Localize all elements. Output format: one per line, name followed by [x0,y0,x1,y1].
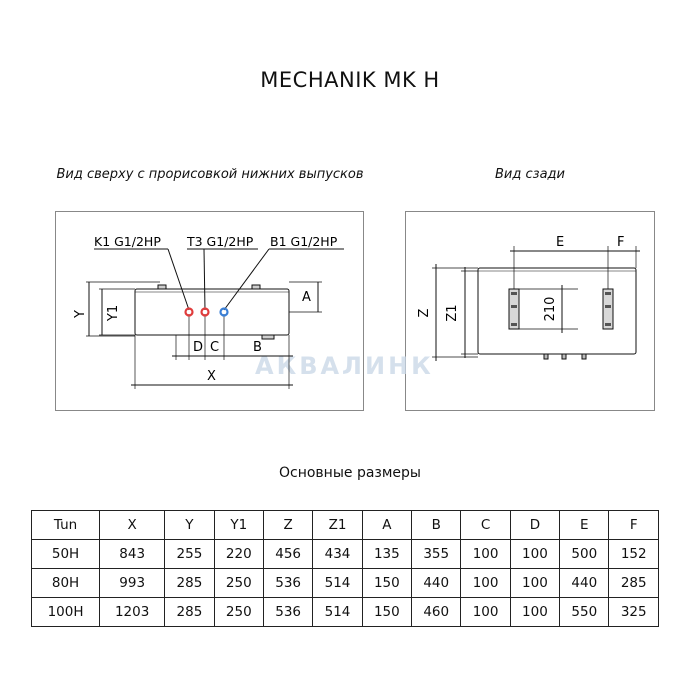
b1-outlet-icon [221,309,228,316]
table-header-cell: X [100,511,165,540]
table-cell: 355 [412,540,461,569]
table-cell: 80H [32,569,100,598]
table-cell: 100 [461,569,510,598]
table-cell: 100 [461,598,510,627]
table-header-cell: D [510,511,559,540]
y-label: Y [73,310,88,318]
top-view-caption: Вид сверху с прорисовкой нижних выпусков [56,167,364,182]
top-view-drawing [86,249,344,389]
table-cell: 536 [263,598,312,627]
table-header-cell: Z [263,511,312,540]
z-label: Z [417,308,432,318]
rear-pipe [544,354,548,359]
table-cell: 514 [313,598,362,627]
table-cell: 536 [263,569,312,598]
table-header-row [32,511,659,540]
a-label: A [302,290,311,305]
table-cell: 100H [32,598,100,627]
table-cell: 150 [362,598,411,627]
table-row [32,540,659,569]
x-label: X [207,369,216,384]
t3-outlet-icon [202,309,209,316]
b-label: B [253,340,262,355]
table-cell: 514 [313,569,362,598]
c-label: C [210,340,220,355]
table-header-cell: Y [165,511,214,540]
z1-label: Z1 [445,304,460,322]
tank-top-bump [158,285,166,289]
t3-leader-line [204,249,205,310]
table-header-cell: Tun [32,511,100,540]
k1-leader-line [168,249,189,310]
table-cell: 460 [412,598,461,627]
table-cell: 100 [510,569,559,598]
table-cell: 993 [100,569,165,598]
table-header-cell: B [412,511,461,540]
table-cell: 434 [313,540,362,569]
table-cell: 50H [32,540,100,569]
table-cell: 285 [165,598,214,627]
table-cell: 255 [165,540,214,569]
t3-label: T3 G1/2HP [187,234,254,249]
page-title: MECHANIK MK H [260,68,440,92]
rear-pipe [562,354,566,359]
table-caption: Основные размеры [279,465,421,481]
y1-label: Y1 [106,304,121,322]
table-cell: 100 [510,540,559,569]
table-cell: 250 [214,569,263,598]
f-label: F [617,235,625,250]
table-header-cell: C [461,511,510,540]
b1-label: B1 G1/2HP [270,234,338,249]
table-cell: 440 [412,569,461,598]
table-cell: 152 [609,540,659,569]
table-header-cell: A [362,511,411,540]
d-label: D [193,340,204,355]
table-cell: 843 [100,540,165,569]
table-header-cell: Z1 [313,511,362,540]
table-header-cell: E [560,511,609,540]
k1-outlet-icon [186,309,193,316]
table-header-cell: F [609,511,659,540]
table-cell: 220 [214,540,263,569]
rear-view-caption: Вид сзади [495,167,565,182]
table-row [32,569,659,598]
table-cell: 285 [165,569,214,598]
b1-leader-line [224,249,269,310]
table-cell: 1203 [100,598,165,627]
table-cell: 100 [461,540,510,569]
tank-top-bump [252,285,260,289]
tank-top-outline [135,289,289,335]
table-cell: 100 [510,598,559,627]
table-cell: 550 [560,598,609,627]
rear-view-drawing [432,246,640,361]
watermark-logo: АКВАЛИНК [255,352,434,380]
rear-pipe [582,354,586,359]
table-cell: 285 [609,569,659,598]
table-cell: 456 [263,540,312,569]
table-cell: 135 [362,540,411,569]
table-cell: 150 [362,569,411,598]
table-header-cell: Y1 [214,511,263,540]
k1-label: K1 G1/2HP [94,234,161,249]
e-label: E [556,235,565,250]
table-row [32,598,659,627]
dimensions-table [31,510,659,627]
table-cell: 440 [560,569,609,598]
table-cell: 500 [560,540,609,569]
table-cell: 250 [214,598,263,627]
dim210-label: 210 [543,296,558,322]
tank-bottom-bump [262,335,274,339]
table-cell: 325 [609,598,659,627]
